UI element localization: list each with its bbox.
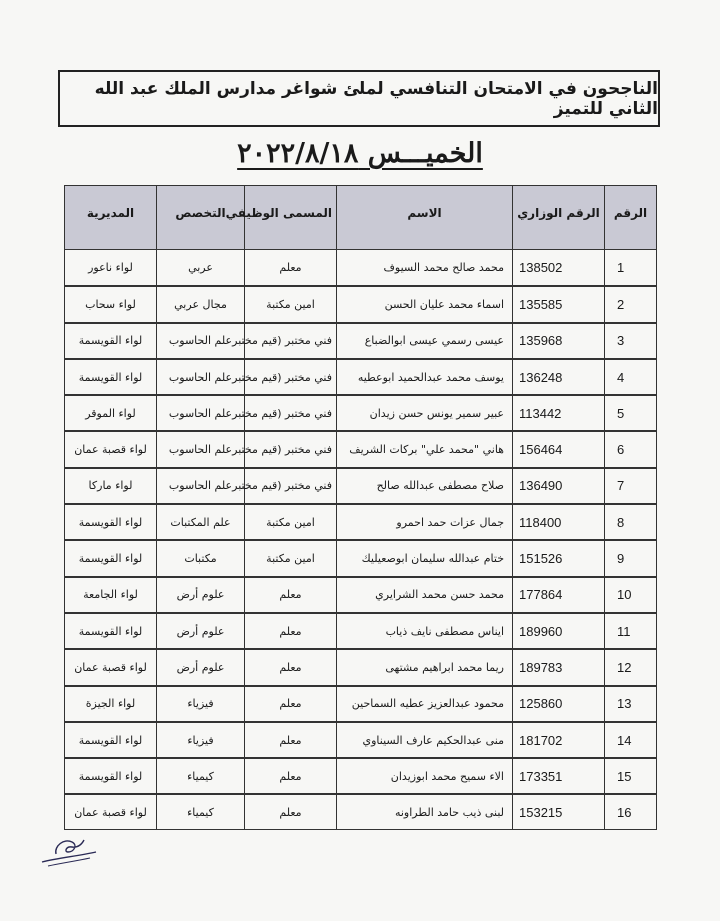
cell-job-title: امين مكتبة [244, 503, 336, 539]
cell-specialization: علوم أرض [156, 576, 244, 612]
cell-specialization: علم الحاسوب [156, 358, 244, 394]
cell-directorate: لواء قصبة عمان [64, 648, 156, 684]
cell-specialization: مكتبات [156, 539, 244, 575]
cell-job-title: فني مختبر (قيم مختبر [244, 430, 336, 466]
table-row [64, 685, 657, 721]
cell-job-title: معلم [244, 793, 336, 829]
cell-directorate: لواء القويسمة [64, 721, 156, 757]
cell-specialization: فيزياء [156, 685, 244, 721]
cell-num: 10 [604, 576, 657, 612]
cell-directorate: لواء القويسمة [64, 757, 156, 793]
table-body [64, 249, 657, 830]
cell-specialization: عربي [156, 249, 244, 285]
table-row [64, 721, 657, 757]
cell-num: 16 [604, 793, 657, 829]
table-row [64, 576, 657, 612]
cell-num: 8 [604, 503, 657, 539]
cell-directorate: لواء ناعور [64, 249, 156, 285]
cell-ministry-id: 118400 [512, 503, 604, 539]
cell-job-title: معلم [244, 757, 336, 793]
document-date: الخميـــس ٢٠٢٢/٨/١٨ [237, 138, 483, 169]
cell-name: الاء سميح محمد ابوزيدان [336, 757, 512, 793]
cell-name: لبنى ذيب حامد الطراونه [336, 793, 512, 829]
cell-num: 7 [604, 467, 657, 503]
cell-specialization: علم الحاسوب [156, 430, 244, 466]
cell-ministry-id: 135968 [512, 322, 604, 358]
cell-job-title: فني مختبر (قيم مختبر [244, 394, 336, 430]
cell-specialization: علم الحاسوب [156, 467, 244, 503]
cell-name: هاني "محمد علي" بركات الشريف [336, 430, 512, 466]
cell-ministry-id: 135585 [512, 285, 604, 321]
cell-num: 11 [604, 612, 657, 648]
cell-num: 3 [604, 322, 657, 358]
table-row [64, 612, 657, 648]
cell-job-title: معلم [244, 576, 336, 612]
table-row [64, 322, 657, 358]
cell-directorate: لواء القويسمة [64, 322, 156, 358]
header-directorate: المديرية [64, 185, 156, 249]
cell-ministry-id: 125860 [512, 685, 604, 721]
cell-name: محمود عبدالعزيز عطيه السماحين [336, 685, 512, 721]
header-job-title: المسمى الوظيفي [244, 185, 336, 249]
cell-name: محمد صالح محمد السيوف [336, 249, 512, 285]
cell-name: ايناس مصطفى نايف ذياب [336, 612, 512, 648]
cell-num: 1 [604, 249, 657, 285]
cell-name: اسماء محمد عليان الحسن [336, 285, 512, 321]
cell-job-title: فني مختبر (قيم مختبر [244, 322, 336, 358]
cell-name: محمد حسن محمد الشرايري [336, 576, 512, 612]
cell-directorate: لواء الموقر [64, 394, 156, 430]
cell-num: 4 [604, 358, 657, 394]
cell-name: صلاح مصطفى عبدالله صالح [336, 467, 512, 503]
cell-directorate: لواء القويسمة [64, 358, 156, 394]
cell-ministry-id: 181702 [512, 721, 604, 757]
cell-directorate: لواء قصبة عمان [64, 793, 156, 829]
cell-name: عبير سمير يونس حسن زيدان [336, 394, 512, 430]
cell-ministry-id: 173351 [512, 757, 604, 793]
cell-name: جمال عزات حمد احمرو [336, 503, 512, 539]
cell-job-title: معلم [244, 648, 336, 684]
cell-specialization: علم الحاسوب [156, 322, 244, 358]
cell-num: 15 [604, 757, 657, 793]
table-row [64, 467, 657, 503]
cell-ministry-id: 136490 [512, 467, 604, 503]
cell-job-title: معلم [244, 721, 336, 757]
table-row [64, 285, 657, 321]
cell-name: يوسف محمد عبدالحميد ابوعطيه [336, 358, 512, 394]
header-name: الاسم [336, 185, 512, 249]
cell-num: 6 [604, 430, 657, 466]
cell-ministry-id: 138502 [512, 249, 604, 285]
cell-ministry-id: 151526 [512, 539, 604, 575]
cell-job-title: فني مختبر (قيم مختبر [244, 467, 336, 503]
cell-directorate: لواء القويسمة [64, 612, 156, 648]
cell-directorate: لواء القويسمة [64, 503, 156, 539]
table-row [64, 249, 657, 285]
cell-job-title: امين مكتبة [244, 539, 336, 575]
cell-num: 5 [604, 394, 657, 430]
table-header-row [64, 185, 657, 249]
cell-directorate: لواء ماركا [64, 467, 156, 503]
cell-ministry-id: 113442 [512, 394, 604, 430]
table-row [64, 757, 657, 793]
cell-ministry-id: 153215 [512, 793, 604, 829]
cell-num: 2 [604, 285, 657, 321]
cell-directorate: لواء القويسمة [64, 539, 156, 575]
cell-ministry-id: 177864 [512, 576, 604, 612]
header-num: الرقم [604, 185, 657, 249]
cell-ministry-id: 189960 [512, 612, 604, 648]
cell-num: 12 [604, 648, 657, 684]
header-ministry-id: الرقم الوزاري [512, 185, 604, 249]
cell-job-title: فني مختبر (قيم مختبر [244, 358, 336, 394]
results-table [64, 185, 657, 830]
cell-directorate: لواء سحاب [64, 285, 156, 321]
cell-specialization: علوم أرض [156, 648, 244, 684]
table-row [64, 539, 657, 575]
cell-name: ريما محمد ابراهيم مشتهى [336, 648, 512, 684]
cell-specialization: كيمياء [156, 793, 244, 829]
cell-num: 14 [604, 721, 657, 757]
cell-job-title: معلم [244, 249, 336, 285]
cell-job-title: امين مكتبة [244, 285, 336, 321]
cell-specialization: علم الحاسوب [156, 394, 244, 430]
cell-directorate: لواء قصبة عمان [64, 430, 156, 466]
table-row [64, 430, 657, 466]
cell-directorate: لواء الجامعة [64, 576, 156, 612]
cell-specialization: علم المكتبات [156, 503, 244, 539]
cell-ministry-id: 189783 [512, 648, 604, 684]
cell-job-title: معلم [244, 612, 336, 648]
table-row [64, 648, 657, 684]
cell-specialization: مجال عربي [156, 285, 244, 321]
cell-specialization: علوم أرض [156, 612, 244, 648]
cell-specialization: كيمياء [156, 757, 244, 793]
document-title: الناجحون في الامتحان التنافسي لملئ شواغر مدارس الملك عبد الله الثاني للتميز [58, 70, 660, 127]
cell-ministry-id: 156464 [512, 430, 604, 466]
header-specialization: التخصص [156, 185, 244, 249]
table-row [64, 503, 657, 539]
cell-num: 13 [604, 685, 657, 721]
cell-name: عيسى رسمي عيسى ابوالضباع [336, 322, 512, 358]
table-row [64, 358, 657, 394]
cell-name: منى عبدالحكيم عارف السيناوي [336, 721, 512, 757]
cell-ministry-id: 136248 [512, 358, 604, 394]
table-row [64, 394, 657, 430]
signature-icon [38, 828, 100, 868]
cell-job-title: معلم [244, 685, 336, 721]
table-row [64, 793, 657, 829]
cell-num: 9 [604, 539, 657, 575]
cell-directorate: لواء الجيزة [64, 685, 156, 721]
cell-name: ختام عبدالله سليمان ابوصعيليك [336, 539, 512, 575]
cell-specialization: فيزياء [156, 721, 244, 757]
